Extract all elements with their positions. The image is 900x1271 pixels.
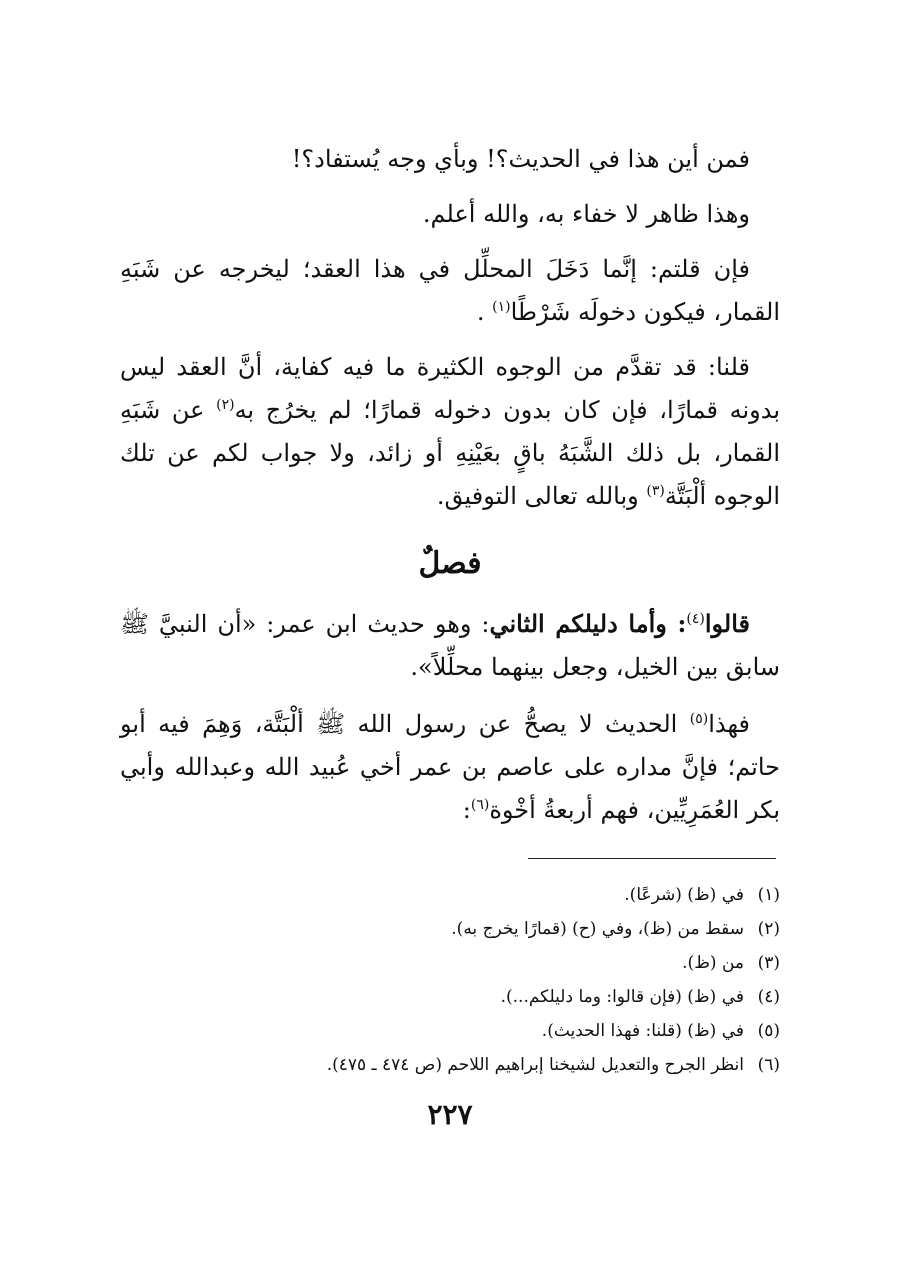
footnote-number: (٥) bbox=[757, 1021, 780, 1041]
paragraph-4-text-a: قلنا: قد تقدَّم من الوجوه الكثيرة ما فيه كفاية، أنَّ العقد ليس بدونه قمارًا، فإن كان بدون دخوله قمارًا؛ لم يخرُج به bbox=[120, 353, 781, 424]
footnote-number: (٣) bbox=[757, 953, 780, 973]
page-number: ٢٢٧ bbox=[427, 1098, 473, 1131]
paragraph-6 bbox=[120, 703, 780, 832]
footnote-number: (٦) bbox=[757, 1055, 780, 1075]
paragraph-6-text-b: الحديث لا يصحُّ عن رسول الله ﷺ ألْبَتَّة، وَهِمَ فيه أبو حاتم؛ فإنَّ مداره على عاصم بن عمر أخي عُبيد الله وعبدالله وأبي بكر العُمَرِيِّين، فهم أربعةُ أخْوة bbox=[120, 710, 780, 824]
paragraph-3-text: فإن قلتم: إنَّما دَخَلَ المحلِّل في هذا العقد؛ ليخرجه عن شَبَهِ القمار، فيكون دخولَه شَرْطًا bbox=[120, 255, 780, 326]
footnotes bbox=[120, 878, 780, 1082]
footnote-text: في (ظ) (فإن قالوا: وما دليلكم...). bbox=[500, 987, 744, 1007]
footnote-separator bbox=[528, 858, 776, 859]
footnote-ref-6: (٦) bbox=[470, 797, 490, 813]
footnote-ref-4: (٤) bbox=[686, 611, 705, 627]
footnote-ref-1: (١) bbox=[492, 299, 511, 315]
paragraph-6-text-c: : bbox=[462, 796, 471, 824]
footnote-4 bbox=[120, 980, 780, 1014]
paragraph-4-text-c: وبالله تعالى التوفيق. bbox=[436, 482, 639, 510]
footnote-ref-3: (٣) bbox=[646, 483, 665, 499]
paragraph-2 bbox=[120, 193, 780, 236]
footnote-text: انظر الجرح والتعديل لشيخنا إبراهيم اللاحم (ص ٤٧٤ ـ ٤٧٥). bbox=[326, 1055, 744, 1075]
body-text-top bbox=[120, 138, 780, 518]
footnote-1 bbox=[120, 878, 780, 912]
footnote-3 bbox=[120, 946, 780, 980]
paragraph-4 bbox=[120, 346, 780, 518]
paragraph-3 bbox=[120, 248, 780, 334]
footnote-ref-2: (٢) bbox=[216, 397, 235, 413]
footnote-text: في (ظ) (شرعًا). bbox=[624, 885, 744, 905]
paragraph-4-text-b: عن شَبَهِ القمار، بل ذلك الشَّبَهُ باقٍ بعَيْنِهِ أو زائد، ولا جواب لكم عن تلك الوجوه ألْبَتَّة bbox=[120, 396, 780, 510]
paragraph-1-text: فمن أين هذا في الحديث؟! وبأي وجه يُستفاد؟! bbox=[291, 145, 750, 173]
paragraph-2-text: وهذا ظاهر لا خفاء به، والله أعلم. bbox=[422, 200, 750, 228]
footnote-6 bbox=[120, 1048, 780, 1082]
paragraph-1 bbox=[120, 138, 780, 181]
footnote-text: سقط من (ظ)، وفي (ح) (قمارًا يخرج به). bbox=[451, 919, 744, 939]
footnote-number: (٢) bbox=[757, 919, 780, 939]
paragraph-3-end: . bbox=[476, 298, 485, 326]
second-evidence-label: : وأما دليلكم الثاني bbox=[489, 609, 687, 638]
footnote-text: في (ظ) (قلنا: فهذا الحديث). bbox=[541, 1021, 744, 1041]
paragraph-5-text: : وهو حديث ابن عمر: «أن النبيَّ ﷺ سابق بين الخيل، وجعل بينهما محلِّلاً». bbox=[120, 610, 780, 681]
footnote-2 bbox=[120, 912, 780, 946]
qalu-label: قالوا bbox=[704, 609, 751, 638]
footnote-number: (١) bbox=[757, 885, 780, 905]
footnote-number: (٤) bbox=[757, 987, 780, 1007]
paragraph-5 bbox=[120, 602, 780, 689]
footnote-ref-5: (٥) bbox=[689, 711, 709, 727]
body-text-section bbox=[120, 602, 780, 832]
paragraph-6-text-a: فهذا bbox=[708, 710, 750, 738]
footnote-text: من (ظ). bbox=[682, 953, 744, 973]
section-heading: فصلٌ bbox=[418, 546, 482, 581]
footnote-5 bbox=[120, 1014, 780, 1048]
